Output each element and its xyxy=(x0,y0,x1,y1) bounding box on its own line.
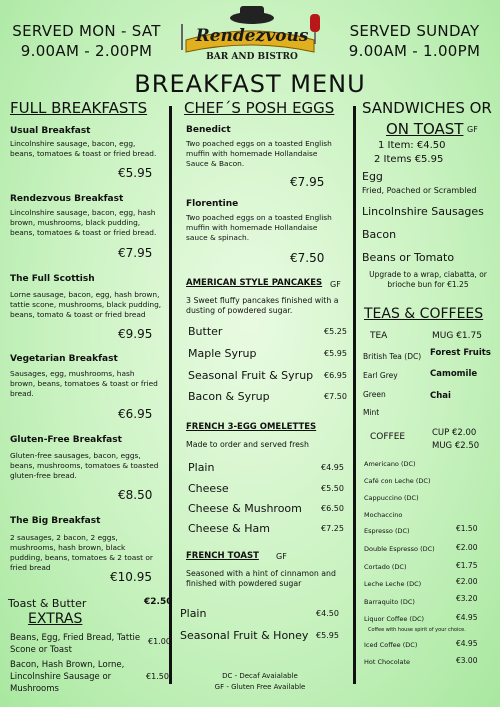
breakfast-name: The Full Scottish xyxy=(10,274,95,284)
french-toast-desc: Seasoned with a hint of cinnamon and finished with powdered sugar xyxy=(186,569,336,588)
posh-egg-desc: Two poached eggs on a toasted English muffin with homemade Hollandaise Sauce & Bacon. xyxy=(186,139,332,168)
pancakes-gf-tag: GF xyxy=(330,280,341,289)
french-toast-item: Seasonal Fruit & Honey xyxy=(180,629,309,642)
column-divider-right xyxy=(353,106,356,684)
tea-label: TEA xyxy=(370,331,388,341)
two-items-price: 2 Items €5.95 xyxy=(374,154,444,165)
posh-egg-price: €7.50 xyxy=(290,251,325,265)
sandwiches-heading: SANDWICHES OR xyxy=(362,99,492,117)
egg-options: Fried, Poached or Scrambled xyxy=(362,186,477,195)
on-toast-heading: ON TOAST xyxy=(386,120,464,138)
full-breakfasts-heading: FULL BREAKFASTS xyxy=(10,99,148,117)
extra-price: €1.00 xyxy=(148,637,171,646)
upgrade-note: Upgrade to a wrap, ciabatta, or brioche bun for €1.25 xyxy=(369,270,487,289)
coffee-item: Cortado (DC) xyxy=(364,563,407,571)
toast-butter-price: €2.50 xyxy=(144,597,173,607)
coffee-price: €4.95 xyxy=(456,639,478,648)
decaf-note: DC - Decaf Avaialable xyxy=(222,672,298,680)
breakfast-desc: Lorne sausage, bacon, egg, hash brown, tattie scone, mushrooms, black pudding, beans, tomato & toast or fried bread xyxy=(10,290,162,319)
posh-egg-name: Florentine xyxy=(186,199,239,209)
coffee-item: Americano (DC) xyxy=(364,460,416,468)
breakfast-name: Gluten-Free Breakfast xyxy=(10,435,122,445)
filling-item: Lincolnshire Sausages xyxy=(362,205,484,218)
coffee-cup-price: CUP €2.00 xyxy=(432,428,477,438)
breakfast-desc: Sausages, egg, mushrooms, hash brown, beans, tomatoes & toast or fried bread. xyxy=(10,369,158,398)
coffee-price: €2.00 xyxy=(456,577,478,586)
omelette-name: Cheese & Ham xyxy=(188,522,270,535)
pancake-name: Bacon & Syrup xyxy=(188,390,270,403)
breakfast-price: €8.50 xyxy=(118,488,153,502)
weekday-hours: 9.00AM - 2.00PM xyxy=(20,42,153,60)
breakfast-price: €7.95 xyxy=(118,246,153,260)
breakfast-price: €5.95 xyxy=(118,166,153,180)
omelette-price: €6.50 xyxy=(321,504,344,513)
coffee-item: Double Espresso (DC) xyxy=(364,545,435,553)
gluten-free-note: GF - Gluten Free Available xyxy=(214,683,306,691)
coffee-mug-price: MUG €2.50 xyxy=(432,441,480,451)
french-toast-price: €4.50 xyxy=(316,609,339,618)
extras-heading: EXTRAS xyxy=(28,611,83,627)
liquor-coffee-note: Coffee with house spirit of your choice. xyxy=(368,627,466,633)
filling-item: Beans or Tomato xyxy=(362,251,455,264)
omelette-price: €7.25 xyxy=(321,524,344,533)
omelettes-heading: FRENCH 3-EGG OMELETTES xyxy=(186,422,317,432)
posh-egg-name: Benedict xyxy=(186,125,231,135)
coffee-price: €3.00 xyxy=(456,656,478,665)
breakfast-name: The Big Breakfast xyxy=(10,516,101,526)
logo-name: Rendezvous xyxy=(195,26,309,46)
sandwiches-gf-tag: GF xyxy=(467,125,478,134)
coffee-price: €1.75 xyxy=(456,561,478,570)
coffee-price: €1.50 xyxy=(456,524,478,533)
toast-butter-name: Toast & Butter xyxy=(8,597,87,610)
coffee-label: COFFEE xyxy=(370,432,406,442)
pancake-name: Seasonal Fruit & Syrup xyxy=(188,369,314,382)
pancakes-heading: AMERICAN STYLE PANCAKES xyxy=(186,278,323,288)
coffee-price: €2.00 xyxy=(456,543,478,552)
french-toast-gf-tag: GF xyxy=(276,552,287,561)
tea-item: Earl Grey xyxy=(363,371,398,380)
tea-item: Camomile xyxy=(430,369,478,379)
menu-title: BREAKFAST MENU xyxy=(134,70,366,98)
coffee-price: €3.20 xyxy=(456,594,478,603)
pancake-price: €6.95 xyxy=(324,371,347,380)
pancake-name: Maple Syrup xyxy=(188,347,257,360)
served-weekdays-label: SERVED MON - SAT xyxy=(12,22,161,40)
omelette-name: Cheese xyxy=(188,482,229,495)
coffee-item: Barraquito (DC) xyxy=(364,598,415,606)
tea-item: Chai xyxy=(430,391,451,401)
breakfast-desc: 2 sausages, 2 bacon, 2 eggs, mushrooms, hash brown, black pudding, beans, tomatoes & 2 toast or fried bread xyxy=(10,533,153,572)
breakfast-desc: Lincolnshire sausage, bacon, egg, hash brown, mushrooms, black pudding, beans, tomatoes & toast or fried bread. xyxy=(10,208,157,237)
breakfast-name: Rendezvous Breakfast xyxy=(10,194,124,204)
filling-egg: Egg xyxy=(362,170,383,183)
french-toast-heading: FRENCH TOAST xyxy=(186,551,259,561)
pancake-price: €5.25 xyxy=(324,327,347,336)
extra-price: €1.50 xyxy=(146,672,169,681)
logo-subtitle: BAR AND BISTRO xyxy=(206,52,298,62)
breakfast-name: Usual Breakfast xyxy=(10,126,91,136)
french-toast-price: €5.95 xyxy=(316,631,339,640)
tea-item: Green xyxy=(363,390,386,399)
served-sunday-label: SERVED SUNDAY xyxy=(349,22,480,40)
posh-egg-desc: Two poached eggs on a toasted English muffin with homemade Hollandaise sauce & spinach. xyxy=(186,213,332,242)
coffee-item: Mochaccino xyxy=(364,511,403,519)
one-item-price: 1 Item: €4.50 xyxy=(378,140,446,151)
coffee-item: Hot Chocolate xyxy=(364,658,411,666)
tea-item: Mint xyxy=(363,408,380,417)
tea-item: Forest Fruits xyxy=(430,348,491,358)
breakfast-price: €6.95 xyxy=(118,407,153,421)
coffee-item: Espresso (DC) xyxy=(364,527,410,535)
extra-item: Beans, Egg, Fried Bread, Tattie Scone or Toast xyxy=(10,633,141,655)
pancakes-desc: 3 Sweet fluffy pancakes finished with a dusting of powdered sugar. xyxy=(186,296,339,315)
extra-item: Bacon, Hash Brown, Lorne, Lincolnshire Sausage or Mushrooms xyxy=(10,660,125,694)
coffee-item: Liquor Coffee (DC) xyxy=(364,615,425,623)
coffee-price: €4.95 xyxy=(456,613,478,622)
breakfast-desc: Lincolnshire sausage, bacon, egg, beans, tomatoes & toast or fried bread. xyxy=(10,139,157,158)
pancake-name: Butter xyxy=(188,325,223,338)
teas-coffees-heading: TEAS & COFFEES xyxy=(364,306,484,322)
rendezvous-logo xyxy=(172,4,328,70)
filling-item: Bacon xyxy=(362,228,397,241)
breakfast-price: €10.95 xyxy=(110,570,152,584)
breakfast-price: €9.95 xyxy=(118,327,153,341)
omelette-name: Plain xyxy=(188,461,215,474)
pancake-price: €5.95 xyxy=(324,349,347,358)
omelette-price: €5.50 xyxy=(321,484,344,493)
posh-egg-price: €7.95 xyxy=(290,175,325,189)
tea-item: British Tea (DC) xyxy=(363,352,422,361)
coffee-item: Iced Coffee (DC) xyxy=(364,641,418,649)
omelette-name: Cheese & Mushroom xyxy=(188,502,302,515)
omelette-price: €4.95 xyxy=(321,463,344,472)
breakfast-name: Vegetarian Breakfast xyxy=(10,354,118,364)
tea-mug-price: MUG €1.75 xyxy=(432,331,482,341)
french-toast-item: Plain xyxy=(180,607,207,620)
breakfast-desc: Gluten-free sausages, bacon, eggs, beans, mushrooms, tomatoes & toasted gluten-free bread. xyxy=(10,451,159,480)
posh-eggs-heading: CHEF´S POSH EGGS xyxy=(184,99,335,117)
pancake-price: €7.50 xyxy=(324,392,347,401)
sunday-hours: 9.00AM - 1.00PM xyxy=(348,42,481,60)
omelettes-desc: Made to order and served fresh xyxy=(186,440,309,449)
coffee-item: Café con Leche (DC) xyxy=(364,477,431,485)
coffee-item: Leche Leche (DC) xyxy=(364,580,422,588)
coffee-item: Cappuccino (DC) xyxy=(364,494,419,502)
